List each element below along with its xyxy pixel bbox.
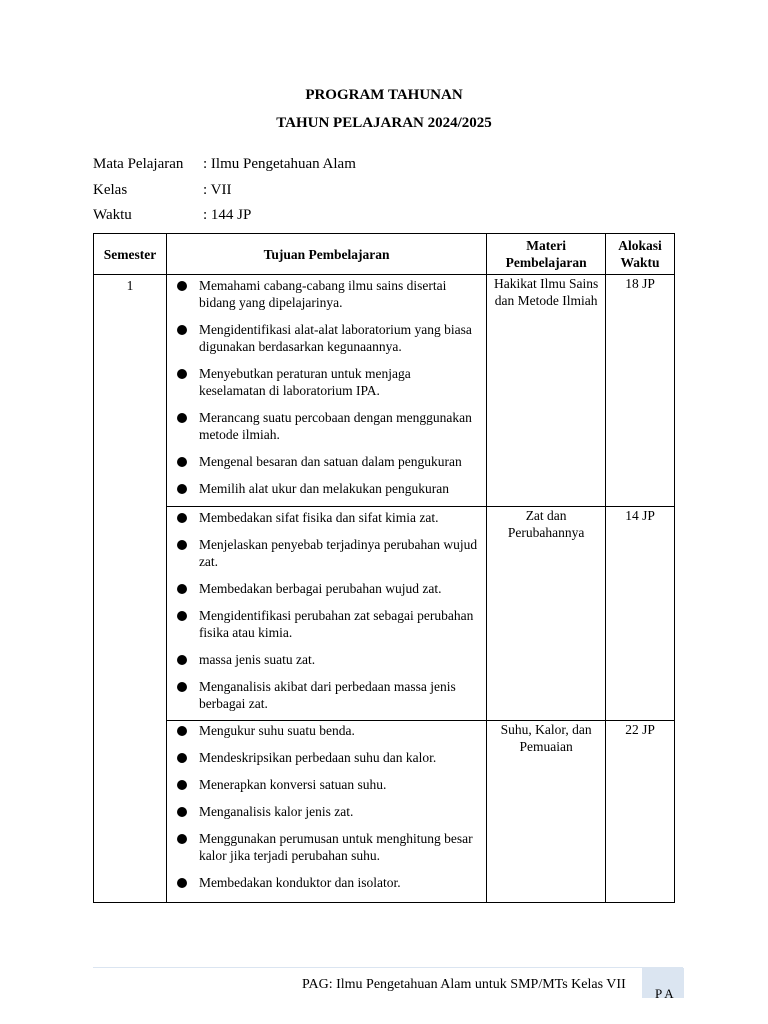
materi-cell: Hakikat Ilmu Sains dan Metode Ilmiah bbox=[487, 275, 606, 507]
document-subtitle: TAHUN PELAJARAN 2024/2025 bbox=[276, 115, 492, 131]
list-item: Mengukur suhu suatu benda. bbox=[176, 722, 479, 739]
list-item: Mengenal besaran dan satuan dalam pengukuran bbox=[176, 453, 479, 470]
list-item: Merancang suatu percobaan dengan menggunakan metode ilmiah. bbox=[176, 409, 479, 443]
bullet-icon bbox=[177, 807, 187, 817]
tujuan-cell bbox=[166, 721, 486, 903]
header-semester: Semester bbox=[94, 234, 167, 275]
bullet-icon bbox=[177, 325, 187, 335]
bullet-icon bbox=[177, 413, 187, 423]
bullet-icon bbox=[177, 457, 187, 467]
list-item: Memilih alat ukur dan melakukan pengukuran bbox=[176, 480, 479, 497]
header-alokasi: Alokasi Waktu bbox=[606, 234, 675, 275]
meta-label: Waktu bbox=[93, 207, 132, 223]
meta-value: : 144 JP bbox=[203, 207, 252, 223]
bullet-icon bbox=[177, 611, 187, 621]
page-number: P A bbox=[655, 986, 674, 998]
meta-label: Kelas bbox=[93, 182, 128, 198]
bullet-icon bbox=[177, 281, 187, 291]
list-item: Mengidentifikasi perubahan zat sebagai perubahan fisika atau kimia. bbox=[176, 607, 479, 641]
bullet-icon bbox=[177, 513, 187, 523]
list-item: Menggunakan perumusan untuk menghitung besar kalor jika terjadi perubahan suhu. bbox=[176, 830, 479, 864]
tujuan-cell bbox=[166, 507, 486, 721]
list-item: Mengidentifikasi alat-alat laboratorium yang biasa digunakan berdasarkan kegunaannya. bbox=[176, 321, 479, 355]
alokasi-cell: 18 JP bbox=[606, 275, 675, 507]
bullet-icon bbox=[177, 682, 187, 692]
meta-row-class bbox=[93, 182, 231, 199]
list-item: Menjelaskan penyebab terjadinya perubahan wujud zat. bbox=[176, 536, 479, 570]
bullet-icon bbox=[177, 753, 187, 763]
bullet-icon bbox=[177, 584, 187, 594]
alokasi-cell: 14 JP bbox=[606, 507, 675, 721]
bullet-icon bbox=[177, 834, 187, 844]
list-item: Mendeskripsikan perbedaan suhu dan kalor. bbox=[176, 749, 479, 766]
table-row bbox=[94, 507, 675, 721]
meta-row-time bbox=[93, 207, 251, 224]
bullet-icon bbox=[177, 726, 187, 736]
tujuan-cell bbox=[166, 275, 486, 507]
tujuan-list bbox=[168, 277, 485, 497]
list-item: Menganalisis akibat dari perbedaan massa jenis berbagai zat. bbox=[176, 678, 479, 712]
bullet-icon bbox=[177, 878, 187, 888]
list-item: Menerapkan konversi satuan suhu. bbox=[176, 776, 479, 793]
bullet-icon bbox=[177, 655, 187, 665]
table-header-row bbox=[94, 234, 675, 275]
tujuan-list bbox=[168, 722, 485, 891]
page-number-box bbox=[642, 968, 684, 998]
meta-value: : Ilmu Pengetahuan Alam bbox=[203, 156, 356, 172]
tujuan-list bbox=[168, 509, 485, 712]
meta-value: : VII bbox=[203, 182, 232, 198]
list-item: Menyebutkan peraturan untuk menjaga keselamatan di laboratorium IPA. bbox=[176, 365, 479, 399]
document-title: PROGRAM TAHUNAN bbox=[305, 87, 463, 103]
alokasi-cell: 22 JP bbox=[606, 721, 675, 903]
program-table bbox=[93, 233, 675, 903]
meta-label: Mata Pelajaran bbox=[93, 156, 184, 172]
footer-divider bbox=[93, 967, 683, 968]
list-item: massa jenis suatu zat. bbox=[176, 651, 479, 668]
header-materi: Materi Pembelajaran bbox=[487, 234, 606, 275]
meta-row-subject bbox=[93, 156, 356, 173]
list-item: Membedakan konduktor dan isolator. bbox=[176, 874, 479, 891]
bullet-icon bbox=[177, 369, 187, 379]
footer-text: PAG: Ilmu Pengetahuan Alam untuk SMP/MTs Kelas VII bbox=[302, 977, 626, 992]
list-item: Membedakan sifat fisika dan sifat kimia zat. bbox=[176, 509, 479, 526]
list-item: Membedakan berbagai perubahan wujud zat. bbox=[176, 580, 479, 597]
semester-cell: 1 bbox=[94, 275, 167, 903]
list-item: Menganalisis kalor jenis zat. bbox=[176, 803, 479, 820]
header-tujuan: Tujuan Pembelajaran bbox=[166, 234, 486, 275]
materi-cell: Suhu, Kalor, dan Pemuaian bbox=[487, 721, 606, 903]
table-row bbox=[94, 721, 675, 903]
materi-cell: Zat dan Perubahannya bbox=[487, 507, 606, 721]
bullet-icon bbox=[177, 780, 187, 790]
list-item: Memahami cabang-cabang ilmu sains disertai bidang yang dipelajarinya. bbox=[176, 277, 479, 311]
bullet-icon bbox=[177, 484, 187, 494]
bullet-icon bbox=[177, 540, 187, 550]
table-row bbox=[94, 275, 675, 507]
